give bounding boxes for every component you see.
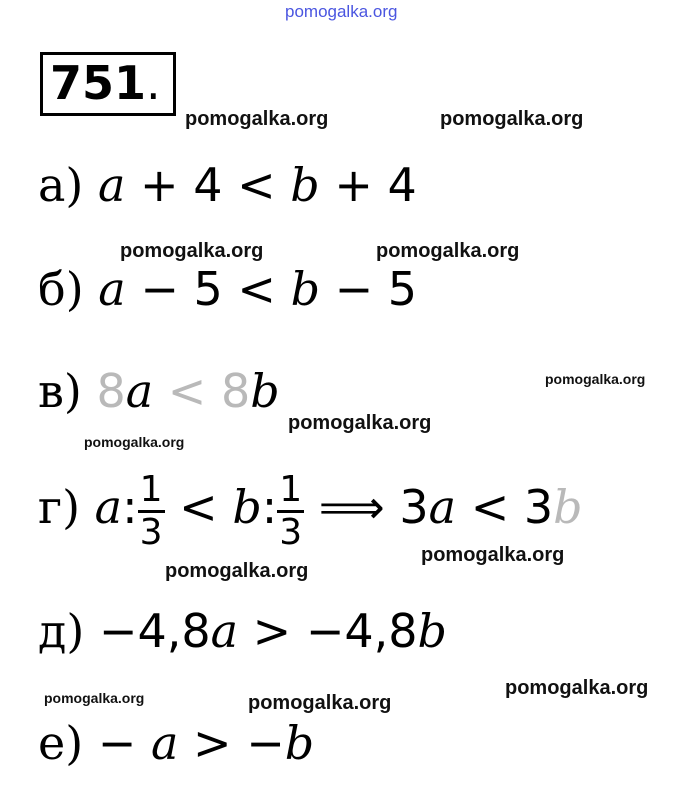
problem-number-period: .	[146, 56, 161, 110]
watermark: pomogalka.org	[376, 240, 520, 262]
colon: :	[261, 480, 278, 535]
relation: <	[164, 480, 233, 535]
var-a: a	[428, 480, 457, 535]
watermark: pomogalka.org	[421, 544, 565, 566]
item-g	[38, 470, 583, 552]
operation: + 4	[125, 158, 238, 212]
var-b: b	[250, 364, 280, 418]
coefficient: 3	[523, 480, 554, 535]
coefficient: 8	[96, 364, 126, 418]
item-label: г)	[38, 480, 81, 535]
item-label: в)	[38, 364, 82, 418]
item-e	[38, 716, 314, 770]
problem-number-value: 751	[50, 56, 147, 110]
fraction-one-third	[138, 470, 165, 552]
watermark: pomogalka.org	[44, 690, 145, 706]
relation: >	[178, 716, 247, 770]
watermark: pomogalka.org	[505, 677, 649, 699]
var-a: a	[98, 158, 126, 212]
var-a: a	[98, 262, 126, 316]
var-a: a	[94, 480, 123, 535]
minus-sign: −	[246, 716, 285, 770]
colon: :	[122, 480, 138, 535]
var-b: b	[232, 480, 262, 535]
item-label: д)	[38, 604, 85, 658]
item-label: а)	[38, 158, 84, 212]
fraction-one-third	[277, 470, 304, 552]
var-b: b	[290, 262, 321, 316]
coefficient: 3	[399, 480, 429, 535]
problem-number	[50, 56, 161, 110]
var-b: b	[417, 604, 447, 658]
operation: − 5	[125, 262, 238, 316]
relation: >	[238, 604, 306, 658]
var-b: b	[284, 716, 315, 770]
coefficient: −4,8	[305, 604, 418, 658]
operation: + 4	[319, 158, 417, 212]
operation: − 5	[320, 262, 418, 316]
implies-arrow: ⟹	[304, 480, 400, 535]
fraction-numerator: 1	[138, 470, 165, 513]
relation: <	[237, 262, 276, 316]
item-a	[38, 158, 417, 212]
watermark: pomogalka.org	[120, 240, 264, 262]
watermark: pomogalka.org	[165, 560, 309, 582]
coefficient: 8	[220, 364, 251, 418]
fraction-numerator: 1	[277, 470, 304, 513]
item-label: е)	[38, 716, 84, 770]
watermark: pomogalka.org	[440, 108, 584, 130]
watermark-top[interactable]: pomogalka.org	[285, 2, 398, 21]
item-v	[38, 364, 280, 418]
watermark: pomogalka.org	[545, 371, 646, 387]
item-label: б)	[38, 262, 84, 316]
relation: <	[456, 480, 524, 535]
watermark: pomogalka.org	[288, 412, 432, 434]
var-b: b	[553, 480, 583, 535]
watermark: pomogalka.org	[84, 434, 185, 450]
var-a: a	[150, 716, 179, 770]
watermark: pomogalka.org	[185, 108, 329, 130]
var-b: b	[290, 158, 320, 212]
watermark: pomogalka.org	[248, 692, 392, 714]
relation: <	[237, 158, 276, 212]
item-d	[38, 604, 447, 658]
coefficient: −4,8	[98, 604, 211, 658]
var-a: a	[125, 364, 154, 418]
minus-sign: −	[97, 716, 151, 770]
fraction-denominator: 3	[139, 511, 163, 553]
item-b	[38, 262, 417, 316]
relation: <	[153, 364, 221, 418]
var-a: a	[210, 604, 239, 658]
fraction-denominator: 3	[279, 511, 303, 553]
